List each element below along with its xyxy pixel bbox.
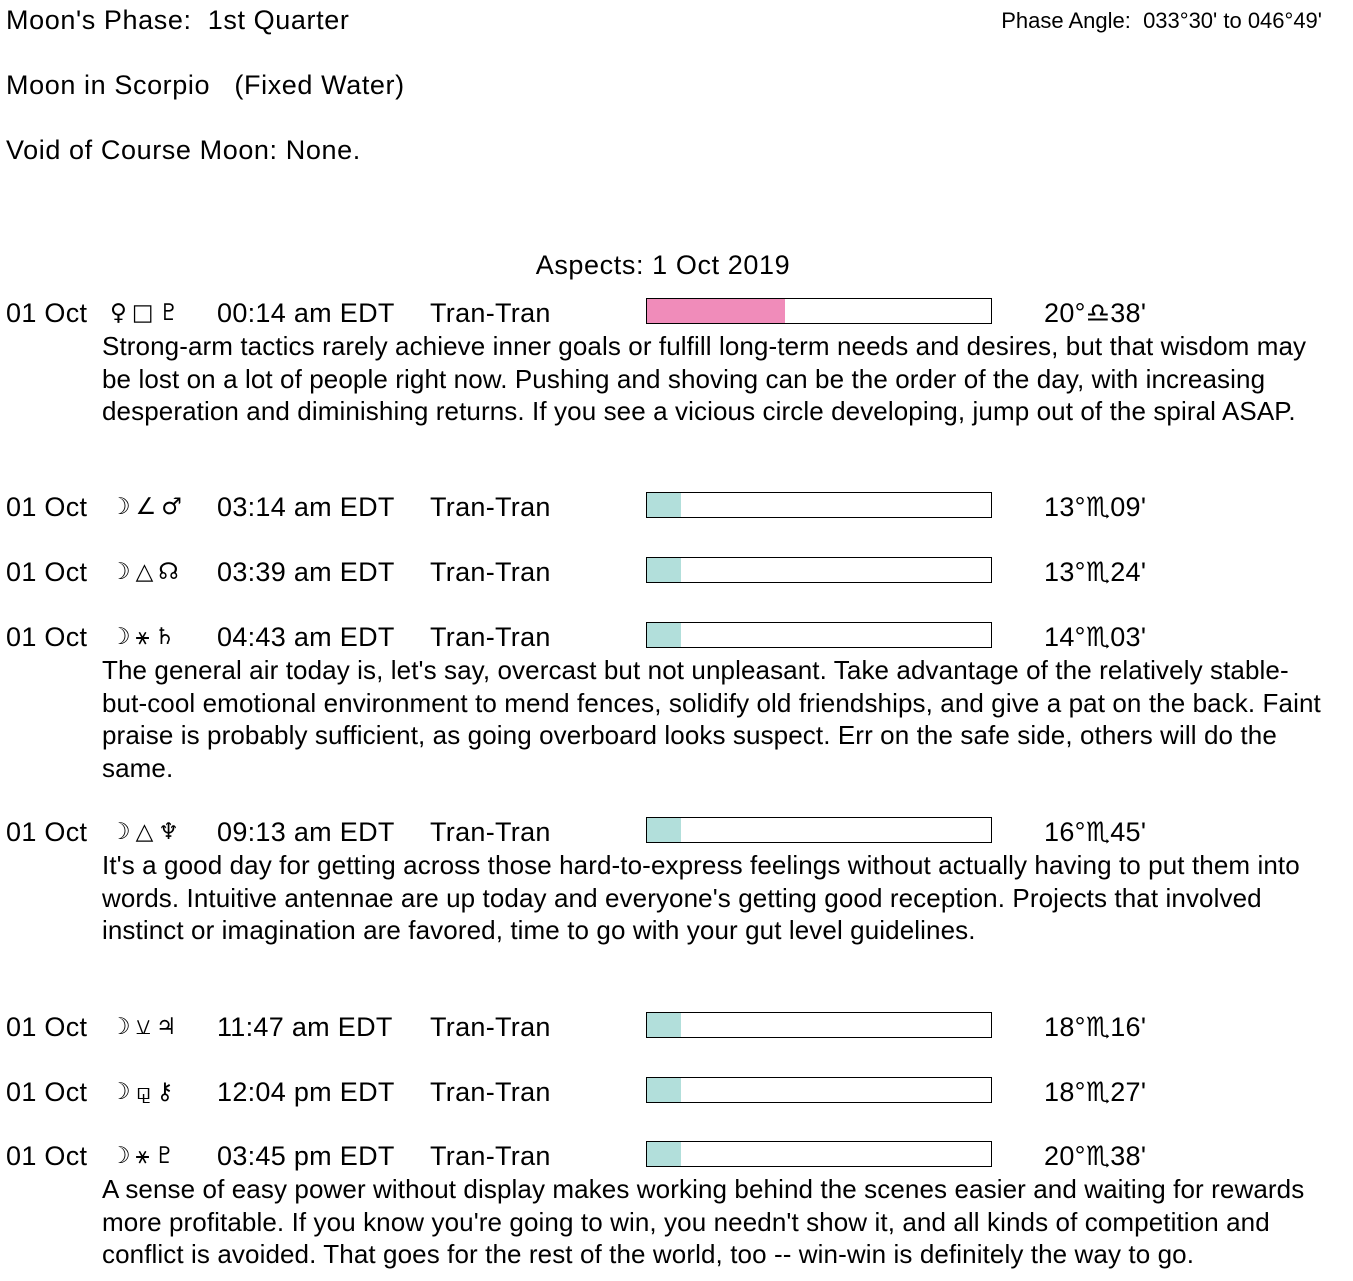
aspect-line <box>0 492 1353 524</box>
aspect-interpretation: It's a good day for getting across those hard-to-express feelings without actually having to put them into words. Intuitive antennae are up today and everyone's getting good reception. Projects that involved instinct or imagination are favored, time to go with your gut level guidelines. <box>102 850 1300 945</box>
aspect-line <box>0 817 1353 849</box>
aspect-line <box>0 1077 1353 1109</box>
aspect-line <box>0 1141 1353 1173</box>
aspect-time: 04:43 am EDT <box>217 622 395 652</box>
aspect-line <box>0 1012 1353 1044</box>
aspect-strength-fill <box>647 558 681 582</box>
aspect-strength-bar <box>646 1012 992 1038</box>
aspect-date: 01 Oct <box>6 1012 88 1042</box>
aspect-time: 12:04 pm EDT <box>217 1077 395 1107</box>
moon-phase-label: Moon's Phase: 1st Quarter <box>6 5 350 35</box>
aspect-entry <box>0 817 1353 947</box>
aspect-strength-fill <box>647 493 681 517</box>
aspect-kind: Tran-Tran <box>430 622 551 652</box>
aspect-degree: 18°♏16' <box>1044 1012 1147 1042</box>
aspect-interpretation: The general air today is, let's say, overcast but not unpleasant. Take advantage of the relatively stable-but-cool emotional environment to mend fences, solidify old friendships, and give a pat on the back. Faint praise is probably sufficient, as going overboard looks suspect. Err on the safe side, others will do the same. <box>102 655 1321 783</box>
aspect-glyphs: ☽⚹♇ <box>110 1143 181 1169</box>
aspect-date: 01 Oct <box>6 557 88 587</box>
aspect-kind: Tran-Tran <box>430 817 551 847</box>
aspect-kind: Tran-Tran <box>430 1077 551 1107</box>
aspect-date: 01 Oct <box>6 492 88 522</box>
aspect-strength-bar <box>646 1141 992 1167</box>
aspect-strength-bar <box>646 817 992 843</box>
aspect-kind: Tran-Tran <box>430 298 551 328</box>
aspect-strength-fill <box>647 818 681 842</box>
aspect-glyphs: ☽⚹♄ <box>110 624 181 650</box>
aspect-glyphs: ☽△♆ <box>110 819 184 845</box>
aspect-strength-fill <box>647 623 681 647</box>
aspect-line <box>0 298 1353 330</box>
aspect-strength-bar <box>646 622 992 648</box>
aspect-time: 03:39 am EDT <box>217 557 395 587</box>
aspect-entry <box>0 1141 1353 1271</box>
aspect-degree: 20°♏38' <box>1044 1141 1147 1171</box>
aspect-strength-bar <box>646 557 992 583</box>
aspect-entry <box>0 622 1353 784</box>
aspect-glyphs: ☽△☊ <box>110 559 184 585</box>
aspect-entry <box>0 1012 1353 1044</box>
aspect-kind: Tran-Tran <box>430 1141 551 1171</box>
aspect-time: 00:14 am EDT <box>217 298 395 328</box>
aspect-interpretation: Strong-arm tactics rarely achieve inner goals or fulfill long-term needs and desires, but that wisdom may be lost on a lot of people right now. Pushing and shoving can be the order of the day, with increasing desperation and diminishing returns. If you see a vicious circle developing, jump out of the spiral ASAP. <box>102 331 1307 426</box>
aspect-time: 03:14 am EDT <box>217 492 395 522</box>
aspect-line <box>0 622 1353 654</box>
aspect-strength-bar <box>646 298 992 324</box>
phase-angle-label: Phase Angle: 033°30' to 046°49' <box>1001 8 1322 33</box>
aspect-glyphs: ♀□♇ <box>110 300 185 326</box>
aspect-date: 01 Oct <box>6 817 88 847</box>
aspect-kind: Tran-Tran <box>430 557 551 587</box>
aspect-degree: 13°♏24' <box>1044 557 1147 587</box>
aspect-glyphs: ☽⚼⚷ <box>110 1079 179 1105</box>
aspect-degree: 14°♏03' <box>1044 622 1147 652</box>
aspect-date: 01 Oct <box>6 1141 88 1171</box>
aspects-title: Aspects: 1 Oct 2019 <box>535 250 791 280</box>
aspect-date: 01 Oct <box>6 622 88 652</box>
aspect-kind: Tran-Tran <box>430 1012 551 1042</box>
aspect-entry <box>0 492 1353 524</box>
aspect-strength-bar <box>646 492 992 518</box>
aspect-strength-bar <box>646 1077 992 1103</box>
aspect-degree: 13°♏09' <box>1044 492 1147 522</box>
aspect-time: 03:45 pm EDT <box>217 1141 395 1171</box>
aspect-time: 09:13 am EDT <box>217 817 395 847</box>
aspect-strength-fill <box>647 1142 681 1166</box>
aspect-glyphs: ☽∠♂ <box>110 494 187 520</box>
aspect-interpretation: A sense of easy power without display makes working behind the scenes easier and waiting for rewards more profitable. If you know you're going to win, you needn't show it, and all kinds of competition and conflict is avoided. That goes for the rest of the world, too -- win-win is definitely the way to go. <box>102 1174 1305 1269</box>
aspect-time: 11:47 am EDT <box>217 1012 393 1042</box>
aspect-date: 01 Oct <box>6 1077 88 1107</box>
aspect-entry <box>0 298 1353 428</box>
aspect-strength-fill <box>647 1013 681 1037</box>
aspect-degree: 20°♎38' <box>1044 298 1147 328</box>
aspect-degree: 16°♏45' <box>1044 817 1147 847</box>
aspect-strength-fill <box>647 299 785 323</box>
aspect-kind: Tran-Tran <box>430 492 551 522</box>
aspect-entry <box>0 1077 1353 1109</box>
aspect-entry <box>0 557 1353 589</box>
aspect-line <box>0 557 1353 589</box>
aspect-date: 01 Oct <box>6 298 88 328</box>
aspect-strength-fill <box>647 1078 681 1102</box>
aspect-degree: 18°♏27' <box>1044 1077 1147 1107</box>
void-of-course-label: Void of Course Moon: None. <box>6 135 361 165</box>
aspect-glyphs: ☽⚺♃ <box>110 1014 182 1040</box>
moon-sign-label: Moon in Scorpio (Fixed Water) <box>6 70 405 100</box>
